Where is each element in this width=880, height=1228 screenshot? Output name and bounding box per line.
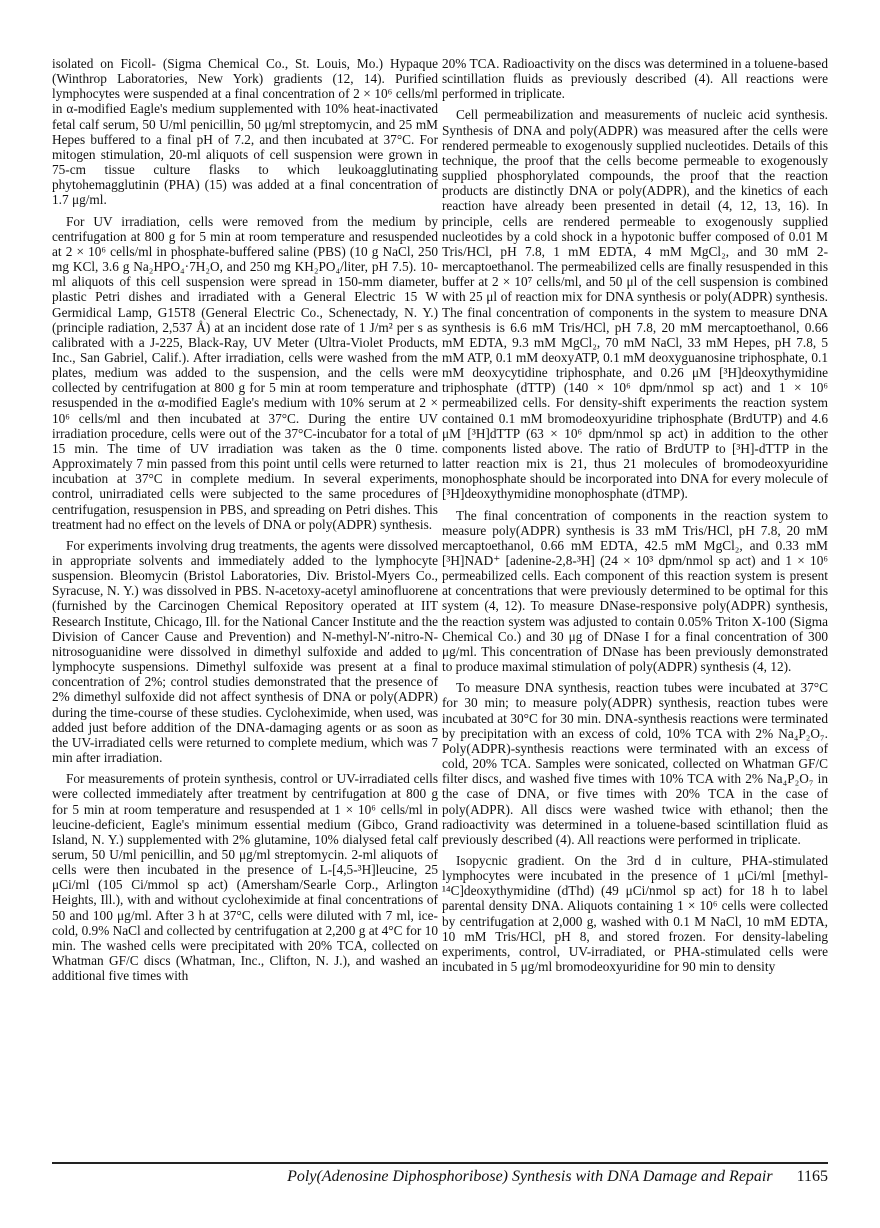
paragraph: For UV irradiation, cells were removed from the medium by centrifugation at 800 g for 5 min at room temperature and resuspended at 2 × 10⁶ cells/ml in phosphate-buffered saline (PBS) (10 g NaCl, 250 mg KCl, 3.6 g Na₂HPO₄·7H₂O, and 250 mg KH₂PO₄/liter, pH 7.5). 10-ml aliquots of this cell suspension were spread in 150-mm diameter, plastic Petri dishes and irradiated with a General Electric 15 W Germidical Lamp, G15T8 (General Electric Co., Schenectady, N. Y.) (principle radiation, 2,537 Å) at an incident dose rate of 1 J/m² per s as calibrated with a J-225, Black-Ray, UV Meter (Ultra-Violet Products, Inc., San Gabriel, Calif.). After irradiation, cells were washed from the plates, medium was added to the suspension, and the cells were collected by centrifugation at 800 g for 5 min at room temperature and resuspended in the α-modified Eagle's medium with 10% serum at 2 × 10⁶ cells/ml and then incubated at 37°C. During the entire UV irradiation procedure, cells were out of the 37°C-incubator for a total of 15 min. The time of UV irradiation was taken as the 0 time. Approximately 7 min passed from this point until cells were returned to incubation at 37°C in complete medium. In several experiments, control, unirradiated cells were subjected to the same procedures of centrifugation, resuspension in PBS, and spreading on Petri dishes. This treatment had no effect on the levels of DNA or poly(ADPR) synthesis. (52, 213, 438, 532)
paragraph: isolated on Ficoll- (Sigma Chemical Co., St. Louis, Mo.) Hypaque (Winthrop Laboratories, New York) gradients (12, 14). Purified lymphocytes were suspended at a final concentration of 2 × 10⁶ cells/ml in α-modified Eagle's medium supplemented with 10% heat-inactivated fetal calf serum, 50 U/ml penicillin, 50 μg/ml streptomycin, and 25 mM Hepes buffered to a final pH of 7.2, and then incubated at 37°C. For mitogen stimulation, 20-ml aliquots of cell suspension were grown in 75-cm tissue culture flasks to which leukoagglutinating phytohemagglutinin (PHA) (15) was added at a final concentration of 1.7 μg/ml. (52, 56, 438, 208)
page-number: 1165 (796, 1168, 828, 1185)
paragraph: The final concentration of components in the reaction system to measure poly(ADPR) synthesis is 33 mM Tris/HCl, pH 7.8, 20 mM mercaptoethanol, 0.66 mM EDTA, 42.5 mM MgCl₂, and 0.33 mM [³H]NAD⁺ [adenine-2,8-³H] (24 × 10³ dpm/nmol sp act) and 1 × 10⁶ permeabilized cells. Each component of this reaction system is present at concentrations that were previously determined to be optimal for this system (4, 12). To measure DNase-responsive poly(ADPR) synthesis, the reaction system was adjusted to contain 0.05% Triton X-100 (Sigma Chemical Co.) and 30 μg of DNase I for a final concentration of 300 μg/ml. This concentration of DNase has been previously demonstrated to produce maximal stimulation of poly(ADPR) synthesis (4, 12). (442, 507, 828, 675)
paragraph: Cell permeabilization and measurements of nucleic acid synthesis. Synthesis of DNA and poly(ADPR) was measured after the cells were rendered permeable to exogenously supplied nucleotides. Details of this technique, the proof that the cells become permeable to exogenously supplied phosphorylated compounds, the proof that the reaction products are distinctly DNA or poly(ADPR), and the kinetics of each reaction have already been presented in detail (4, 12, 13, 16). In principle, cells are rendered permeable to exogenously supplied nucleotides by a cold shock in a hypotonic buffer composed of 0.01 M Tris/HCl, pH 7.8, 1 mM EDTA, 4 mM MgCl₂, and 30 mM 2-mercaptoethanol. The permeabilized cells are finally resuspended in this buffer at 2 × 10⁷ cells/ml, and 50 μl of the cell suspension is combined with 25 μl of reaction mix for DNA synthesis or poly(ADPR) synthesis. The final concentration of components in the system to measure DNA synthesis is 6.6 mM Tris/HCl, pH 7.8, 20 mM mercaptoethanol, 0.66 mM EDTA, 9.3 mM MgCl₂, 70 mM NaCl, 33 mM Hepes, pH 7.8, 5 mM ATP, 0.1 mM deoxyATP, 0.1 mM deoxyguanosine triphosphate, 0.1 mM deoxycytidine triphosphate, and 0.26 μM [³H]deoxythymidine triphosphate (dTTP) (140 × 10⁶ dpm/nmol sp act) and 1 × 10⁶ permeabilized cells. For density-shift experiments the reaction system contained 0.1 mM bromodeoxyuridine triphosphate (BrdUTP) and 4.6 μM [³H]dTTP (63 × 10⁶ dpm/nmol sp act) in addition to the other components listed above. The ratio of BrdUTP to [³H]-dTTP in the latter reaction mix is 21, thus 21 molecules of bromodeoxyuridine monophosphate should be incorporated into DNA for every molecule of [³H]deoxythymidine monophosphate (dTMP). (442, 107, 828, 502)
paragraph: For measurements of protein synthesis, control or UV-irradiated cells were collected immediately after treatment by centrifugation at 800 g for 5 min at room temperature and resuspended at 1 × 10⁶ cells/ml in leucine-deficient, Eagle's minimum essential medium (Gibco, Grand Island, N. Y.) supplemented with 2% glutamine, 10% dialysed fetal calf serum, 50 U/ml penicillin, and 50 μg/ml streptomycin. 2-ml aliquots of cells were then incubated in the presence of L-[4,5-³H]leucine, 25 μCi/ml (105 Ci/mmol sp act) (Amersham/Searle Corp., Arlington Heights, Ill.), with and without cycloheximide at final concentrations of 50 and 100 μg/ml. After 3 h at 37°C, cells were diluted with 7 ml, ice-cold, 0.9% NaCl and collected by centrifugation at 2,200 g at 4°C for 10 min. The washed cells were precipitated with 20% TCA, collected on Whatman GF/C discs (Whatman, Inc., Clifton, N. J.), and washed an additional five times with (52, 771, 438, 984)
right-column (442, 56, 828, 980)
paragraph: Isopycnic gradient. On the 3rd d in culture, PHA-stimulated lymphocytes were incubated in the presence of 1 μCi/ml [methyl-¹⁴C]deoxythymidine (dThd) (49 μCi/nmol sp act) for 18 h to label parental density DNA. Aliquots containing 1 × 10⁶ cells were collected by centrifugation at 2,000 g, washed with 0.1 M NaCl, 10 mM EDTA, 10 mM Tris/HCl, pH 8, and stored frozen. For density-labeling experiments, control, UV-irradiated, or PHA-stimulated cells were incubated in 5 μg/ml bromodeoxyuridine for 90 min to density (442, 852, 828, 975)
paragraph: For experiments involving drug treatments, the agents were dissolved in appropriate solvents and immediately added to the lymphocyte suspension. Bleomycin (Bristol Laboratories, Div. Bristol-Myers Co., Syracuse, N. Y.) was dissolved in PBS. N-acetoxy-acetyl aminofluorene (furnished by the Carcinogen Chemical Repository operated at IIT Research Institute, Chicago, Ill. for the National Cancer Institute and the Division of Cancer Cause and Prevention) and N-methyl-N′-nitro-N-nitrosoguanidine were dissolved in dimethyl sulfoxide and added to lymphocyte suspensions. Dimethyl sulfoxide was present at a final concentration of 2%; control studies demonstrated that the presence of 2% dimethyl sulfoxide did not affect synthesis of DNA or poly(ADPR) during the time-course of these studies. Cycloheximide, when used, was added just before addition of the DNA-damaging agents or as soon as the UV-irradiated cells were returned to complete medium, which was 7 min after irradiation. (52, 537, 438, 766)
left-column (52, 56, 438, 989)
paragraph: 20% TCA. Radioactivity on the discs was determined in a toluene-based scintillation fluids as previously described (4). All reactions were performed in triplicate. (442, 56, 828, 102)
page-footer (52, 1162, 828, 1186)
running-title: Poly(Adenosine Diphosphoribose) Synthesis with DNA Damage and Repair (287, 1168, 773, 1185)
paragraph: To measure DNA synthesis, reaction tubes were incubated at 37°C for 30 min; to measure poly(ADPR) synthesis, reaction tubes were incubated at 30°C for 30 min. DNA-synthesis reactions were terminated by precipitation with an excess of cold, 10% TCA with 2% Na₄P₂O₇. Poly(ADPR)-synthesis reactions were terminated with an excess of cold, 20% TCA. Samples were sonicated, collected on Whatman GF/C filter discs, and washed five times with 10% TCA with 2% Na₄P₂O₇ in the case of DNA, or five times with 20% TCA in the case of poly(ADPR). All discs were washed twice with ethanol; then the radioactivity was determined in a toluene-based scintillation fluid as previously described (4). All reactions were performed in triplicate. (442, 680, 828, 847)
